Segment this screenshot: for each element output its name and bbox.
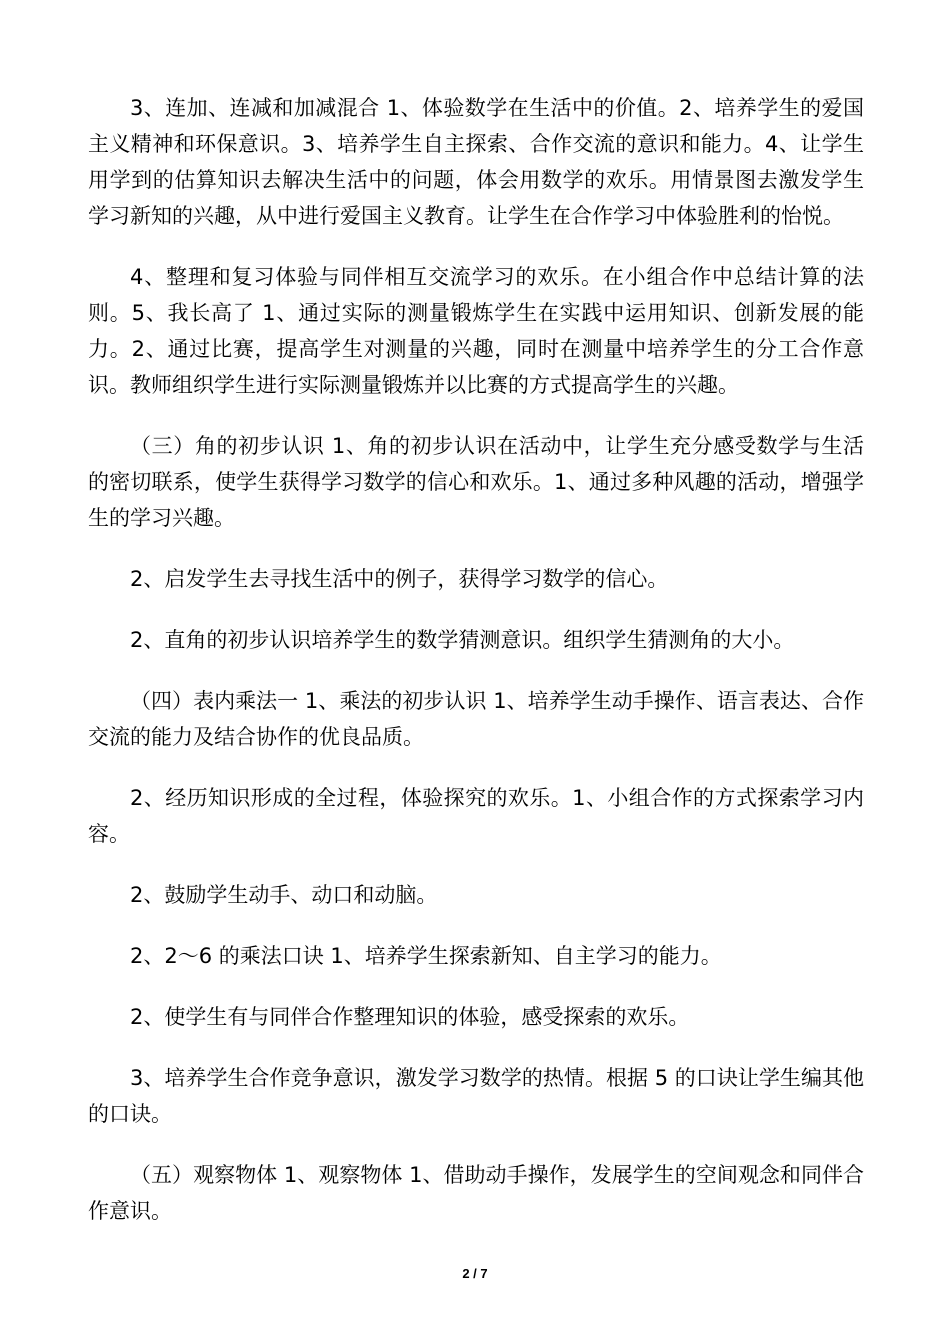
paragraph: 2、经历知识形成的全过程，体验探究的欢乐。1、小组合作的方式探索学习内容。 xyxy=(88,786,864,846)
paragraph: 2、2～6 的乘法口诀 1、培养学生探索新知、自主学习的能力。 xyxy=(130,944,722,968)
document-body xyxy=(88,90,864,1229)
paragraph: 2、启发学生去寻找生活中的例子，获得学习数学的信心。 xyxy=(130,567,669,591)
paragraph: 2、使学生有与同伴合作整理知识的体验，感受探索的欢乐。 xyxy=(130,1005,690,1029)
page-number: 2 / 7 xyxy=(462,1266,488,1281)
paragraph: 3、连加、连减和加减混合 1、体验数学在生活中的价值。2、培养学生的爱国主义精神和环保意识。3、培养学生自主探索、合作交流的意识和能力。4、让学生用学到的估算知识去解决生活中的问题，体会用数学的欢乐。用情景图去激发学生学习新知的兴趣，从中进行爱国主义教育。让学生在合作学习中体验胜利的怡悦。 xyxy=(88,96,864,228)
paragraph: 4、整理和复习体验与同伴相互交流学习的欢乐。在小组合作中总结计算的法则。5、我长高了 1、通过实际的测量锻炼学生在实践中运用知识、创新发展的能力。2、通过比赛，提高学生对测量的兴趣，同时在测量中培养学生的分工合作意识。教师组织学生进行实际测量锻炼并以比赛的方式提高学生的兴趣。 xyxy=(88,265,864,397)
paragraph: （四）表内乘法一 1、乘法的初步认识 1、培养学生动手操作、语言表达、合作交流的能力及结合协作的优良品质。 xyxy=(88,689,864,749)
paragraph: 2、直角的初步认识培养学生的数学猜测意识。组织学生猜测角的大小。 xyxy=(130,628,795,652)
paragraph: （五）观察物体 1、观察物体 1、借助动手操作，发展学生的空间观念和同伴合作意识。 xyxy=(88,1163,864,1223)
paragraph: 3、培养学生合作竞争意识，激发学习数学的热情。根据 5 的口诀让学生编其他的口诀。 xyxy=(88,1066,864,1126)
paragraph: （三）角的初步认识 1、角的初步认识在活动中，让学生充分感受数学与生活的密切联系，使学生获得学习数学的信心和欢乐。1、通过多种风趣的活动，增强学生的学习兴趣。 xyxy=(88,434,864,530)
paragraph: 2、鼓励学生动手、动口和动脑。 xyxy=(130,883,438,907)
